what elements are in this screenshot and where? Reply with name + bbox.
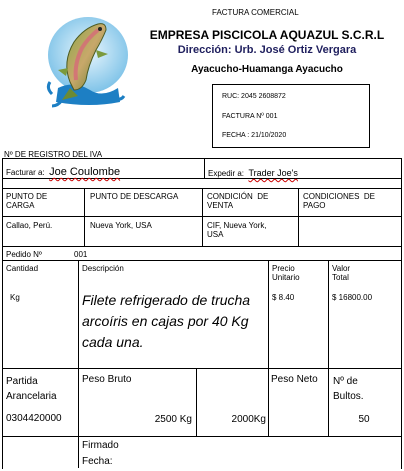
trout-logo (40, 10, 130, 110)
sale-condition-value: CIF, Nueva York, USA (207, 221, 267, 239)
invoice-date: FECHA : 21/10/2020 (222, 132, 287, 139)
bill-to-value: Joe Coulombe (49, 166, 121, 178)
item-total: $ 16800.00 (332, 293, 373, 302)
gross-weight-value: 2500 Kg (154, 414, 192, 425)
qty-header: Cantidad (6, 264, 39, 273)
total-header: Valor Total (332, 264, 351, 282)
company-city: Ayacucho-Huamanga Ayacucho (191, 64, 343, 75)
net-weight-value: 2000Kg (231, 414, 266, 425)
ship-to (208, 163, 298, 181)
loading-point-header: PUNTO DE CARGA (6, 192, 48, 210)
description-header: Descripción (82, 264, 124, 273)
unloading-point-header: PUNTO DE DESCARGA (90, 192, 179, 201)
document-type: FACTURA COMERCIAL (212, 8, 299, 17)
ship-to-label: Expedir a: (208, 169, 245, 178)
bill-to-label: Facturar a: (6, 168, 45, 177)
item-unit-price: $ 8.40 (272, 293, 295, 302)
ship-to-value: Trader Joe's (248, 168, 298, 178)
company-name: EMPRESA PISCICOLA AQUAZUL S.C.R.L (149, 28, 385, 42)
packages-header: Nº de Bultos. (333, 376, 364, 402)
ruc-number: RUC: 2045 2608872 (222, 93, 286, 100)
unloading-point-value: Nueva York, USA (90, 221, 152, 230)
packages-value: 50 (358, 414, 370, 425)
bill-to (6, 162, 120, 180)
iva-registration-label: Nº DE REGISTRO DEL IVA (4, 150, 103, 159)
signature-date-label: Fecha: (82, 456, 113, 467)
signed-label: Firmado (82, 440, 119, 451)
order-number: 001 (74, 250, 88, 259)
item-qty: Kg (10, 293, 20, 302)
unit-price-header: Precio Unitario (272, 264, 300, 282)
tariff-value: 0304420000 (6, 413, 62, 424)
loading-point-value: Callao, Perú. (6, 221, 53, 230)
sale-condition-header: CONDICIÓN DE VENTA (207, 192, 269, 210)
net-weight-header: Peso Neto (271, 374, 318, 385)
tariff-header: Partida Arancelaria (6, 376, 57, 402)
item-description: Filete refrigerado de trucha arcoíris en cajas por 40 Kg cada una. (82, 292, 251, 350)
order-label: Pedido Nº (6, 250, 42, 259)
payment-condition-header: CONDICIONES DE PAGO (303, 192, 376, 210)
invoice-number: FACTURA Nº 001 (222, 113, 278, 120)
company-address: Dirección: Urb. José Ortiz Vergara (177, 44, 357, 56)
fish-icon (40, 10, 130, 110)
gross-weight-header: Peso Bruto (82, 374, 132, 385)
